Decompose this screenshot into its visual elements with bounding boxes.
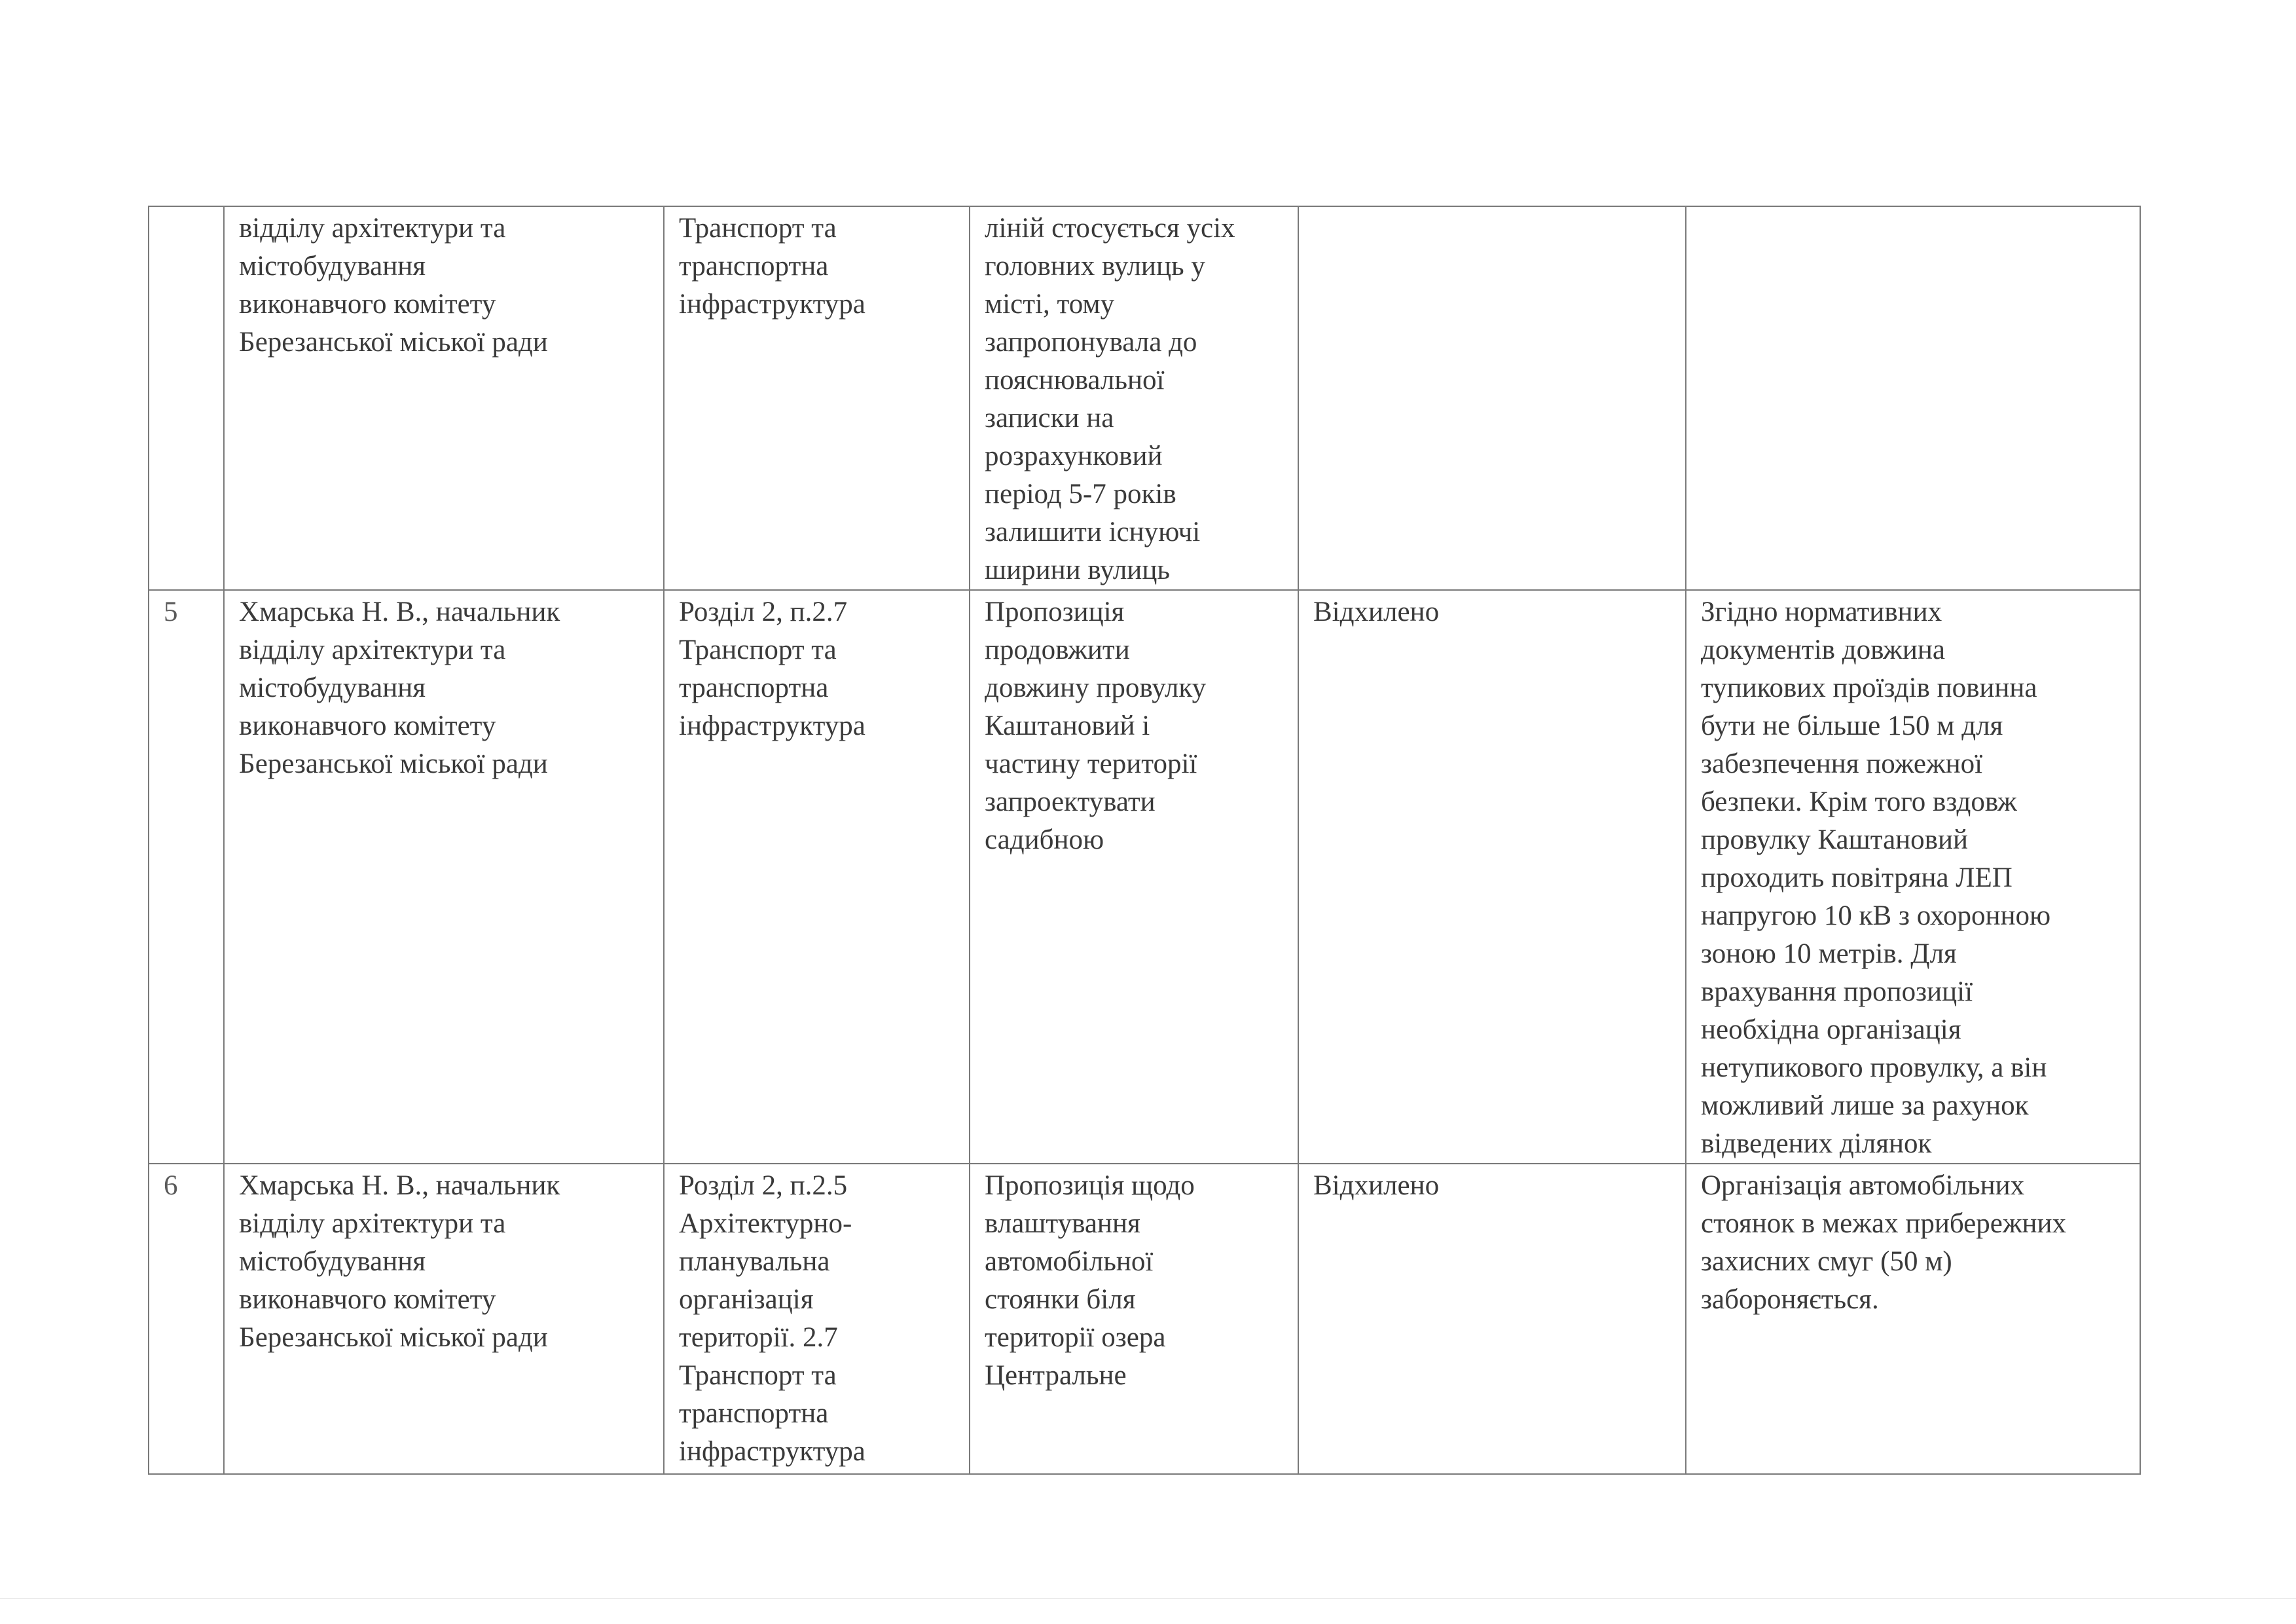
reason-cell: Згідно нормативних документів довжина тупикових проїздів повинна бути не більше 150 м для забезпечення пожежної безпеки. Крім того вздовж провулку Каштановий проходить повітряна ЛЕП напругою 10 кВ з охоронною зоною 10 метрів. Для врахування пропозиції необхідна організація нетупикового провулку, а він можливий лише за рахунок відведених ділянок	[1686, 590, 2140, 1164]
author-cell: відділу архітектури та містобудування виконавчого комітету Березанської міської ради	[224, 206, 664, 590]
proposal-cell: Пропозиція продовжити довжину провулку Каштановий і частину території запроектувати садибною	[970, 590, 1298, 1164]
table-row	[149, 1164, 2140, 1474]
row-number-cell: 5	[149, 590, 224, 1164]
proposal-cell: ліній стосується усіх головних вулиць у місті, тому запропонувала до пояснювальної записки на розрахунковий період 5-7 років залишити існуючі ширини вулиць	[970, 206, 1298, 590]
author-cell: Хмарська Н. В., начальник відділу архітектури та містобудування виконавчого комітету Березанської міської ради	[224, 590, 664, 1164]
section-cell: Транспорт та транспортна інфраструктура	[664, 206, 970, 590]
proposal-cell: Пропозиція щодо влаштування автомобільної стоянки біля території озера Центральне	[970, 1164, 1298, 1474]
decision-cell	[1298, 206, 1686, 590]
table-row	[149, 206, 2140, 590]
row-number-cell	[149, 206, 224, 590]
decision-cell: Відхилено	[1298, 590, 1686, 1164]
row-number-cell: 6	[149, 1164, 224, 1474]
scan-edge-line	[0, 1598, 2296, 1599]
proposals-table	[148, 206, 2141, 1475]
section-cell: Розділ 2, п.2.7 Транспорт та транспортна інфраструктура	[664, 590, 970, 1164]
table-row	[149, 590, 2140, 1164]
reason-cell	[1686, 206, 2140, 590]
author-cell: Хмарська Н. В., начальник відділу архітектури та містобудування виконавчого комітету Березанської міської ради	[224, 1164, 664, 1474]
decision-cell: Відхилено	[1298, 1164, 1686, 1474]
section-cell: Розділ 2, п.2.5 Архітектурно- планувальна організація території. 2.7 Транспорт та транспортна інфраструктура	[664, 1164, 970, 1474]
reason-cell: Організація автомобільних стоянок в межах прибережних захисних смуг (50 м) забороняється.	[1686, 1164, 2140, 1474]
